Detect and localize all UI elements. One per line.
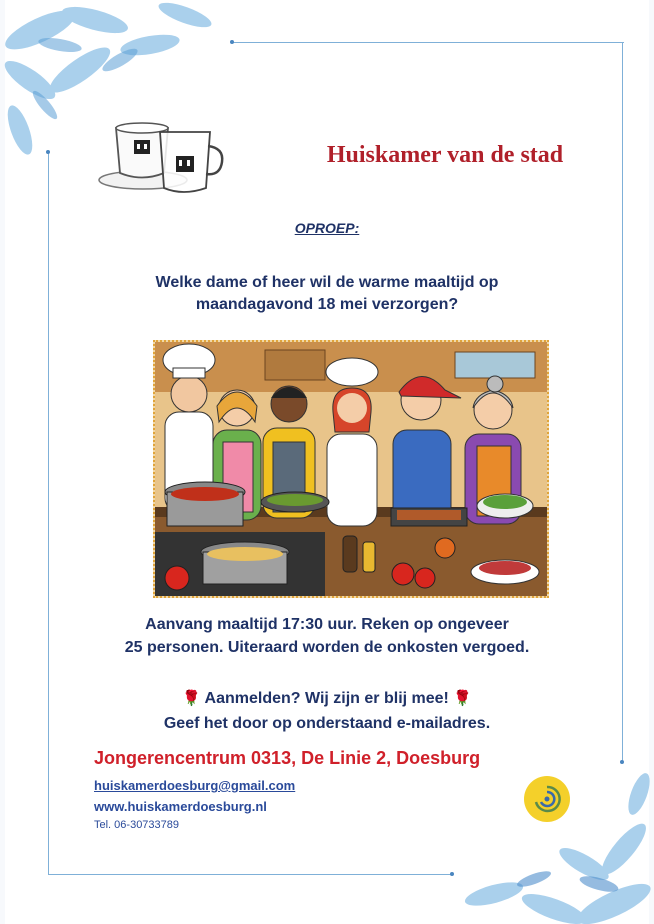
signup-line-1 bbox=[0, 686, 654, 711]
question-line-2: maandagavond 18 mei verzorgen? bbox=[195, 296, 459, 313]
cup-and-glass-logo bbox=[98, 118, 228, 196]
cooking-illustration bbox=[153, 340, 549, 598]
call-heading: OPROEP: bbox=[294, 220, 360, 236]
page-title: Huiskamer van de stad bbox=[326, 142, 564, 168]
frame-dot bbox=[46, 150, 50, 154]
frame-left-line bbox=[48, 152, 49, 874]
frame-dot bbox=[450, 872, 454, 876]
frame-dot bbox=[620, 760, 624, 764]
frame-bottom-line bbox=[48, 874, 452, 875]
rose-emoji: 🌹 bbox=[453, 690, 473, 707]
rose-emoji: 🌹 bbox=[181, 690, 201, 707]
signup-line-2: Geef het door op onderstaand e-mailadres. bbox=[163, 715, 491, 732]
frame-dot bbox=[230, 40, 234, 44]
question-line-1: Welke dame of heer wil de warme maaltijd op bbox=[155, 274, 499, 291]
frame-top-line bbox=[232, 42, 624, 43]
signup-line-1-text: Aanmelden? Wij zijn er blij mee! bbox=[204, 690, 449, 707]
details-line-2: 25 personen. Uiteraard worden de onkosten vergoed. bbox=[124, 639, 530, 656]
question-text bbox=[0, 272, 654, 316]
details-line-1: Aanvang maaltijd 17:30 uur. Reken op ongeveer bbox=[145, 616, 509, 633]
email-link[interactable]: huiskamerdoesburg@gmail.com bbox=[94, 778, 296, 793]
details-text bbox=[0, 613, 654, 659]
signup-text bbox=[0, 686, 654, 736]
website-link[interactable]: www.huiskamerdoesburg.nl bbox=[94, 799, 267, 814]
phone-text: Tel. 06-30733789 bbox=[94, 819, 180, 831]
address-text: Jongerencentrum 0313, De Linie 2, Doesburg bbox=[94, 748, 481, 768]
circle-logo bbox=[524, 776, 570, 822]
